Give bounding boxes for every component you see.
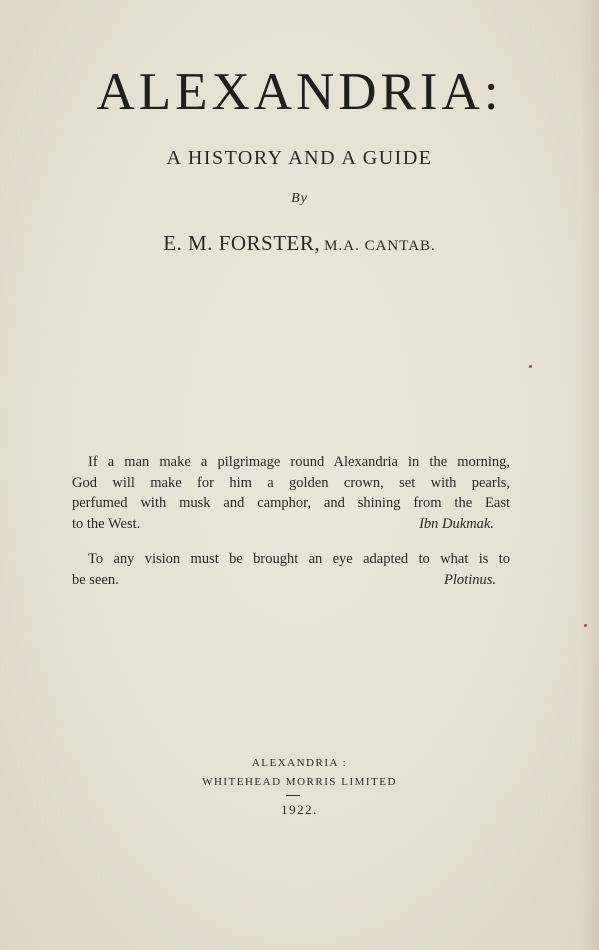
epigraph-line: perfumed with musk and camphor, and shining from the East xyxy=(72,495,510,511)
epigraph-last-line xyxy=(72,514,510,535)
author-degree: M.A. CANTAB. xyxy=(324,238,436,254)
epigraph-line: To any vision must be brought an eye adapted to what is to xyxy=(88,551,510,567)
epigraph-line: God will make for him a golden crown, set with pearls, xyxy=(72,474,510,491)
author-line xyxy=(0,230,599,259)
epigraph-last-line xyxy=(72,570,510,591)
epigraph-line: If a man make a pilgrimage round Alexandria in the morning, xyxy=(88,454,510,470)
epigraph-ibn-dukmak xyxy=(72,452,510,534)
by-line: By xyxy=(291,191,308,206)
book-subtitle: A HISTORY AND A GUIDE xyxy=(166,147,433,169)
paper-speck xyxy=(584,624,587,627)
imprint-year: 1922. xyxy=(281,802,318,817)
epigraph-line: to the West. xyxy=(72,515,141,532)
epigraph-attribution: Plotinus. xyxy=(444,571,496,588)
paper-speck xyxy=(529,365,532,368)
book-title: ALEXANDRIA: xyxy=(96,63,503,121)
epigraph-line: be seen. xyxy=(72,571,119,588)
imprint-publisher: WHITEHEAD MORRIS LIMITED xyxy=(202,776,397,788)
imprint-city: ALEXANDRIA : xyxy=(251,757,348,769)
author-name: E. M. FORSTER, xyxy=(163,231,321,255)
epigraph-attribution: Ibn Dukmak. xyxy=(419,515,494,532)
imprint-rule xyxy=(286,795,300,796)
epigraph-plotinus xyxy=(72,549,510,590)
